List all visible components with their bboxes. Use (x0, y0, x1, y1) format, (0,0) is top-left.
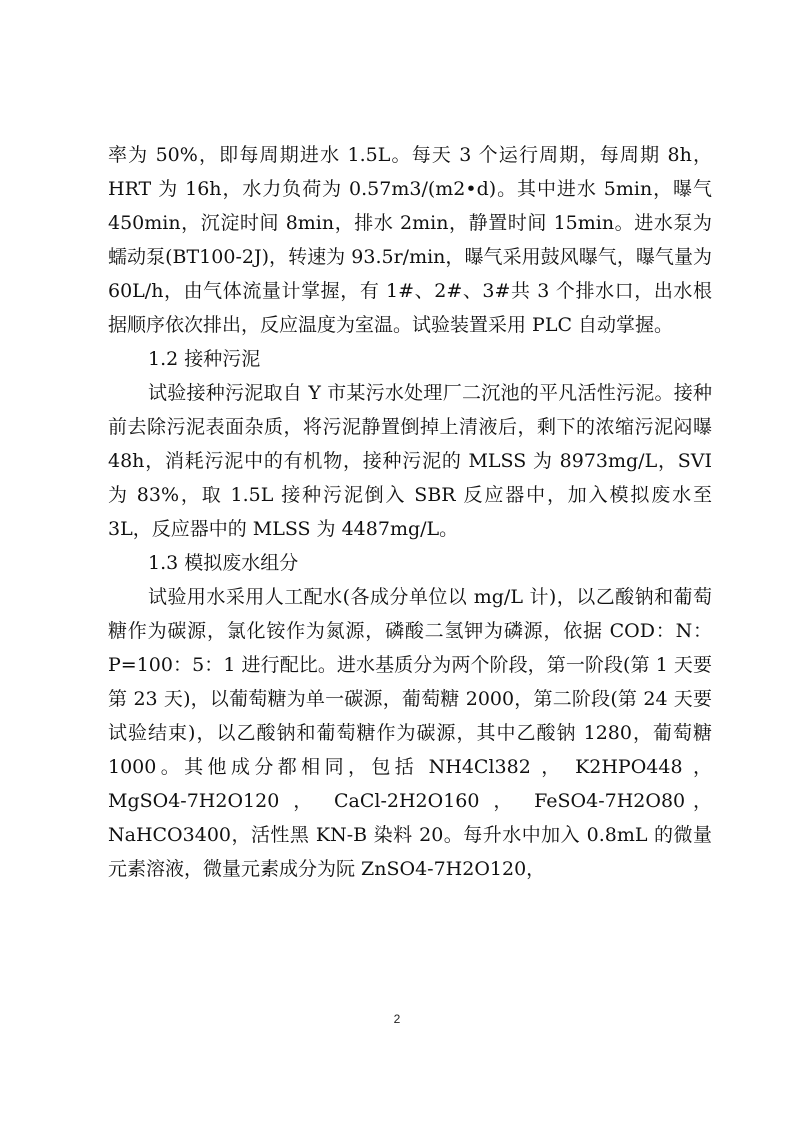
paragraph-inoculum-sludge: 试验接种污泥取自 Y 市某污水处理厂二沉池的平凡活性污泥。接种前去除污泥表面杂质，将污泥静置倒掉上清液后，剩下的浓缩污泥闷曝 48h，消耗污泥中的有机物，接种污泥的 MLSS 为 8973mg/L，SVI 为 83%，取 1.5L 接种污泥倒入 SBR 反应器中，加入模拟废水至 3L，反应器中的 MLSS 为 4487mg/L。 (108, 382, 712, 540)
section-heading-inoculum-sludge: 1.2 接种污泥 (148, 348, 261, 370)
paragraph-hrt-operation: 率为 50%，即每周期进水 1.5L。每天 3 个运行周期，每周期 8h，HRT 为 16h，水力负荷为 0.57m3/(m2•d)。其中进水 5min，曝气 450min，沉淀时间 8min，排水 2min，静置时间 15min。进水泵为蠕动泵(BT100-2J)，转速为 93.5r/min，曝气采用鼓风曝气，曝气量为 60L/h，由气体流量计掌握，有 1#、2#、3#共 3 个排水口，出水根据顺序依次排出，反应温度为室温。试验装置采用 PLC 自动掌握。 (108, 144, 712, 336)
page-number: 2 (393, 1012, 401, 1026)
document-body (108, 138, 712, 886)
section-heading-simulated-wastewater: 1.3 模拟废水组分 (148, 552, 299, 574)
paragraph-simulated-wastewater: 试验用水采用人工配水(各成分单位以 mg/L 计)，以乙酸钠和葡萄糖作为碳源，氯化铵作为氮源，磷酸二氢钾为磷源，依据 COD：N：P=100：5：1 进行配比。进水基质分为两个阶段，第一阶段(第 1 天要第 23 天)，以葡萄糖为单一碳源，葡萄糖 2000，第二阶段(第 24 天要试验结束)，以乙酸钠和葡萄糖作为碳源，其中乙酸钠 1280，葡萄糖 1000。其他成分都相同，包括 NH4Cl382 ， K2HPO448 ， MgSO4-7H2O120 ， CaCl-2H2O160 ， FeSO4-7H2O80，NaHCO3400，活性黑 KN-B 染料 20。每升水中加入 0.8mL 的微量元素溶液，微量元素成分为阮 ZnSO4-7H2O120， (108, 586, 712, 880)
